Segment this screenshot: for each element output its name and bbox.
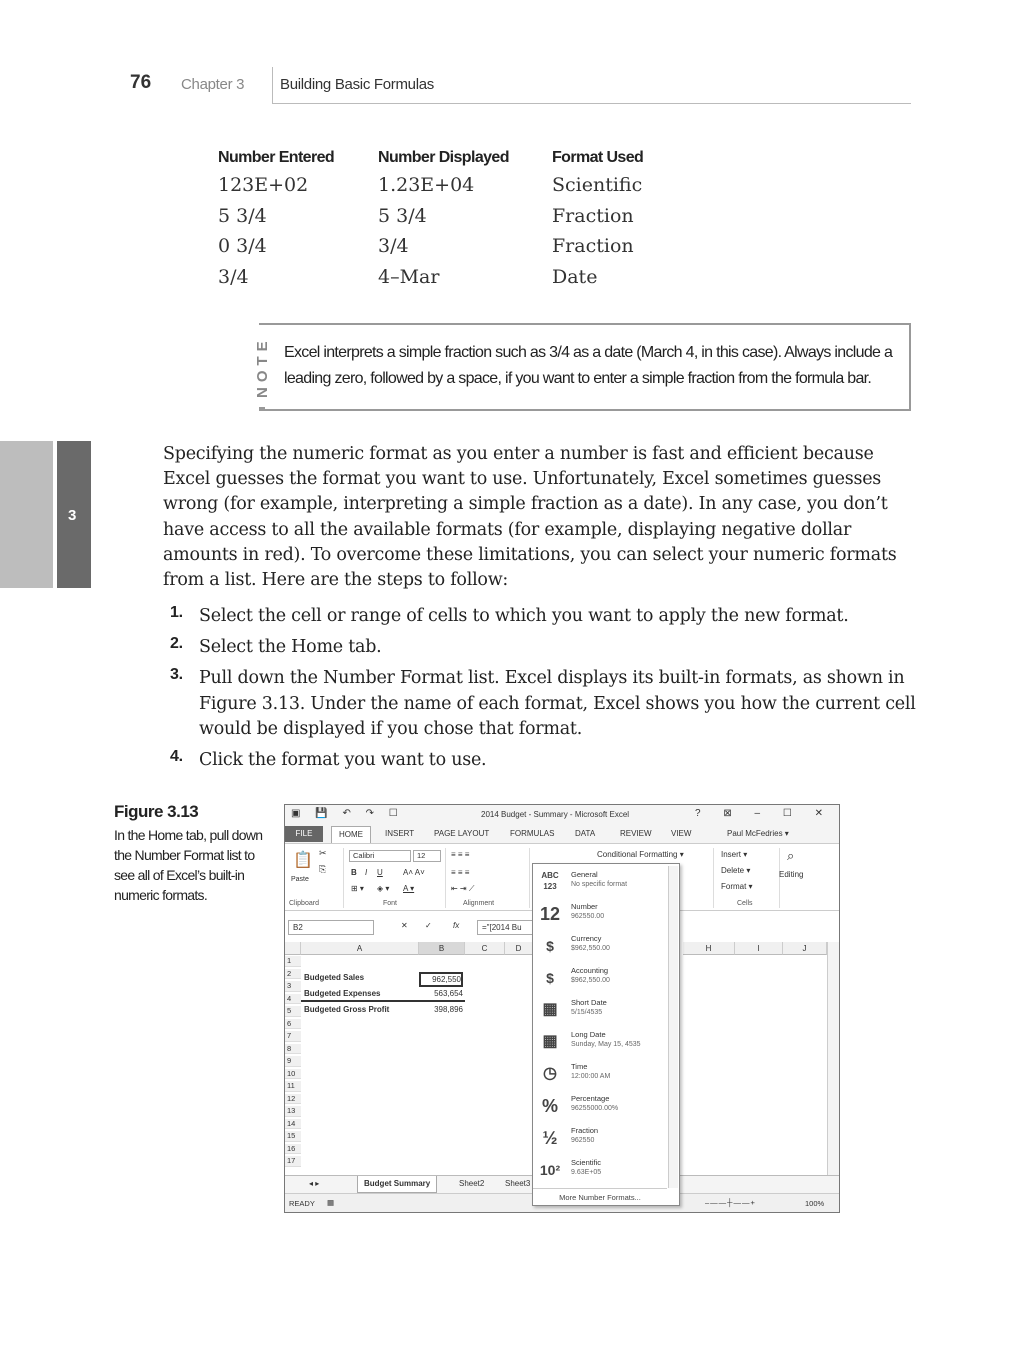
format-cells-button[interactable]: Format ▾ xyxy=(721,882,753,891)
table-header: Format Used xyxy=(552,149,644,166)
tab-view[interactable]: VIEW xyxy=(671,829,692,838)
table-cell: Scientific xyxy=(552,174,643,197)
format-name: Fraction xyxy=(571,1126,599,1135)
row-header[interactable]: 12 xyxy=(285,1094,301,1105)
short-date-format-icon: ▦ xyxy=(542,1001,558,1018)
step-number: 3. xyxy=(170,666,183,684)
format-name: Number xyxy=(571,902,598,911)
borders-icon[interactable]: ⊞ ▾ xyxy=(351,884,364,893)
align-top-icon[interactable]: ≡ ≡ ≡ xyxy=(451,850,470,859)
active-cell[interactable]: 962,550 xyxy=(419,972,463,987)
step-text: Pull down the Number Format list. Excel displays its built-in formats, as shown in Figure 3.13. Under the name of each format, Excel shows you how the current cell would be displayed if you chose that format. xyxy=(199,668,916,739)
tab-formulas[interactable]: FORMULAS xyxy=(510,829,555,838)
number-format-option[interactable] xyxy=(533,994,667,1026)
step-text: Select the cell or range of cells to which you want to apply the new format. xyxy=(199,606,849,626)
paste-icon[interactable]: 📋 xyxy=(293,852,313,869)
scientific-format-icon: 10² xyxy=(539,1162,561,1178)
currency-format-icon: $ xyxy=(546,938,554,954)
name-box-value: B2 xyxy=(293,923,303,932)
format-name: Percentage xyxy=(571,1094,610,1103)
row-header[interactable]: 8 xyxy=(285,1044,301,1055)
group-label-clipboard: Clipboard xyxy=(289,900,319,907)
ribbon-tabs xyxy=(285,825,839,843)
table-cell: 3/4 xyxy=(218,265,249,288)
number-format-option[interactable] xyxy=(533,898,667,930)
zoom-level[interactable]: 100% xyxy=(805,1199,825,1208)
row-header[interactable]: 7 xyxy=(285,1031,301,1042)
cancel-icon[interactable]: ✕ xyxy=(401,921,408,930)
list-item xyxy=(170,635,930,660)
fraction-format-icon: ½ xyxy=(542,1128,558,1148)
zoom-slider[interactable]: –——┼——+ xyxy=(705,1198,756,1207)
row-header[interactable]: 4 xyxy=(285,994,301,1005)
table-header: Number Displayed xyxy=(378,149,509,166)
format-example: Sunday, May 15, 4535 xyxy=(571,1041,641,1048)
number-format-option[interactable] xyxy=(533,1090,667,1122)
paste-label[interactable]: Paste xyxy=(291,876,309,883)
number-format-option[interactable] xyxy=(533,930,667,962)
tab-data[interactable]: DATA xyxy=(575,829,596,838)
header-rule xyxy=(272,103,911,104)
table-row xyxy=(218,262,692,293)
number-format-option[interactable] xyxy=(533,866,667,898)
name-box[interactable] xyxy=(288,920,374,935)
number-format-option[interactable] xyxy=(533,1154,667,1186)
tab-file[interactable]: FILE xyxy=(285,826,323,842)
figure-caption: In the Home tab, pull down the Number Format list to see all of Excel’s built-in numeric formats. xyxy=(114,827,263,903)
cell-label[interactable]: Budgeted Sales xyxy=(304,973,365,982)
window-title: 2014 Budget - Summary - Microsoft Excel xyxy=(481,810,630,819)
conditional-formatting-button[interactable]: Conditional Formatting ▾ xyxy=(597,850,684,859)
format-name: Time xyxy=(571,1062,588,1071)
row-header[interactable]: 9 xyxy=(285,1056,301,1067)
column-header[interactable]: D xyxy=(505,942,533,955)
column-header[interactable]: J xyxy=(783,942,827,955)
number-format-option[interactable] xyxy=(533,1122,667,1154)
font-grow-icon[interactable]: A˄ A˅ xyxy=(403,868,425,877)
row-header[interactable]: 1 xyxy=(285,956,301,967)
long-date-format-icon: ▦ xyxy=(542,1033,558,1050)
list-item xyxy=(170,748,930,773)
binoculars-icon[interactable]: ⌕ xyxy=(787,848,795,863)
group-label-alignment: Alignment xyxy=(463,900,495,907)
vertical-scrollbar[interactable] xyxy=(827,942,839,1175)
note-label: NOTE xyxy=(254,336,271,398)
ribbon-divider xyxy=(445,848,446,908)
font-size-box[interactable]: 12 xyxy=(413,850,441,862)
ribbon-divider xyxy=(343,848,344,908)
number-format-option[interactable] xyxy=(533,1058,667,1090)
format-example: $962,550.00 xyxy=(571,945,610,952)
step-number: 1. xyxy=(170,604,183,621)
step-text: Select the Home tab. xyxy=(199,637,382,658)
delete-cells-button[interactable]: Delete ▾ xyxy=(721,866,751,875)
format-example: No specific format xyxy=(571,881,628,888)
number-format-dropdown xyxy=(532,863,680,1206)
table-cell: 3/4 xyxy=(378,235,409,258)
macro-icon[interactable]: ▦ xyxy=(327,1198,335,1207)
select-all-corner[interactable] xyxy=(285,942,301,955)
align-left-icon[interactable]: ≡ ≡ ≡ xyxy=(451,868,470,877)
total-border xyxy=(301,1000,465,1002)
format-name: Accounting xyxy=(571,966,609,975)
table-cell: Date xyxy=(552,265,598,288)
row-header[interactable]: 14 xyxy=(285,1119,301,1130)
user-account[interactable]: Paul McFedries ▾ xyxy=(727,829,789,838)
number-format-option[interactable] xyxy=(533,1026,667,1058)
row-header[interactable]: 15 xyxy=(285,1131,301,1142)
dropdown-scrollbar[interactable] xyxy=(668,866,678,1188)
column-header[interactable]: C xyxy=(465,942,505,955)
table-cell: 0 3/4 xyxy=(218,235,267,258)
tab-page-layout[interactable]: PAGE LAYOUT xyxy=(434,829,490,838)
underline-icon[interactable]: U xyxy=(377,868,383,877)
note-text: Excel interprets a simple fraction such as 3/4 as a date (March 4, in this case). Always include a leading zero, followed by a space, if you want to enter a simple fraction from the formula bar. xyxy=(284,344,893,387)
insert-cells-button[interactable]: Insert ▾ xyxy=(721,850,748,859)
row-header[interactable]: 16 xyxy=(285,1144,301,1155)
format-name: General xyxy=(571,870,598,879)
copy-icon[interactable]: ⎘ xyxy=(319,864,327,874)
number-format-icon: 12 xyxy=(539,904,561,924)
step-number: 2. xyxy=(170,635,183,653)
format-name: Scientific xyxy=(571,1158,602,1167)
bold-icon[interactable]: B xyxy=(351,868,357,877)
table-header-row xyxy=(218,146,692,170)
steps-list xyxy=(170,604,930,779)
table-header: Number Entered xyxy=(218,149,335,166)
table-cell: 5 3/4 xyxy=(218,204,267,227)
cell-value[interactable]: 398,896 xyxy=(434,1005,463,1014)
table-cell: 4–Mar xyxy=(378,265,440,288)
general-format-icon: ABC 123 xyxy=(541,871,559,891)
row-header[interactable]: 2 xyxy=(285,969,301,980)
sheet-tab-active[interactable]: Budget Summary xyxy=(357,1176,437,1193)
row-header[interactable]: 5 xyxy=(285,1006,301,1017)
format-example: $962,550.00 xyxy=(571,977,610,984)
step-text: Click the format you want to use. xyxy=(199,750,487,771)
chapter-title: Building Basic Formulas xyxy=(280,76,434,93)
chapter-thumb-number: 3 xyxy=(68,507,77,524)
format-table xyxy=(218,146,692,292)
cut-icon[interactable]: ✂ xyxy=(319,848,327,858)
format-example: 962550.00 xyxy=(571,913,605,920)
group-label-cells: Cells xyxy=(737,900,753,907)
format-name: Short Date xyxy=(571,998,607,1007)
tab-home[interactable]: HOME xyxy=(331,826,371,843)
row-header[interactable]: 11 xyxy=(285,1081,301,1092)
more-number-formats-link[interactable]: More Number Formats... xyxy=(533,1188,667,1206)
excel-screenshot xyxy=(284,804,840,1213)
header-divider xyxy=(272,67,273,103)
body-paragraph: Specifying the numeric format as you enter a number is fast and efficient because Excel guesses the format you want to use. Unfortunately, Excel sometimes guesses wrong (for example, interpreting a simple fraction as a date). In any case, you don’t have access to all the available formats (for example, displaying negative dollar amounts in red). To overcome these limitations, you can select your numeric formats from a list. Here are the steps to follow: xyxy=(163,444,897,591)
function-icon[interactable]: fx xyxy=(453,921,460,930)
excel-title-bar xyxy=(285,805,839,825)
percentage-format-icon: % xyxy=(541,1096,558,1116)
ribbon-divider xyxy=(529,848,530,908)
step-number: 4. xyxy=(170,748,183,766)
row-header[interactable]: 3 xyxy=(285,981,301,992)
column-header[interactable]: I xyxy=(735,942,783,955)
list-item xyxy=(170,604,930,629)
row-header[interactable]: 6 xyxy=(285,1019,301,1030)
format-example: 9.63E+05 xyxy=(571,1169,602,1176)
table-row xyxy=(218,201,692,232)
table-cell: Fraction xyxy=(552,235,634,258)
indent-icon[interactable]: ⇤ ⇥ ⟋ xyxy=(451,884,475,893)
font-name-box[interactable]: Calibri xyxy=(349,850,411,862)
tab-insert[interactable]: INSERT xyxy=(385,829,415,838)
quick-access-toolbar[interactable]: ▣ 💾 ↶ ↷ ☐ xyxy=(291,808,404,819)
row-header[interactable]: 17 xyxy=(285,1156,301,1167)
table-row xyxy=(218,231,692,262)
group-label-font: Font xyxy=(383,900,398,907)
row-header[interactable]: 13 xyxy=(285,1106,301,1117)
format-example: 962550 xyxy=(571,1137,595,1144)
table-cell: 5 3/4 xyxy=(378,204,427,227)
format-name: Currency xyxy=(571,934,602,943)
sheet-tab[interactable]: Sheet2 xyxy=(459,1179,485,1188)
figure-title: Figure 3.13 xyxy=(114,802,199,821)
tab-review[interactable]: REVIEW xyxy=(620,829,652,838)
table-cell: 1.23E+04 xyxy=(378,174,475,197)
note-corner xyxy=(259,407,265,409)
list-item xyxy=(170,666,930,742)
accounting-format-icon: $ xyxy=(546,970,554,986)
chapter-thumb-tab xyxy=(0,441,53,588)
sheet-tab[interactable]: Sheet3 xyxy=(505,1179,531,1188)
number-format-option[interactable] xyxy=(533,962,667,994)
format-example: 12:00:00 AM xyxy=(571,1073,611,1080)
table-row xyxy=(218,170,692,201)
chapter-label: Chapter 3 xyxy=(181,76,245,93)
format-example: 5/15/4535 xyxy=(571,1009,603,1016)
format-name: Long Date xyxy=(571,1030,606,1039)
cell-label[interactable]: Budgeted Gross Profit xyxy=(304,1005,390,1014)
editing-button[interactable]: Editing xyxy=(779,870,804,879)
ribbon-divider xyxy=(713,848,714,908)
time-format-icon: ◷ xyxy=(543,1065,557,1082)
italic-icon[interactable]: I xyxy=(365,868,368,877)
column-header[interactable]: H xyxy=(683,942,735,955)
table-cell: 123E+02 xyxy=(218,174,309,197)
page-number: 76 xyxy=(130,72,152,93)
row-header[interactable]: 10 xyxy=(285,1069,301,1080)
font-color-icon[interactable]: A ▾ xyxy=(403,884,415,893)
table-cell: Fraction xyxy=(552,204,634,227)
format-example: 96255000.00% xyxy=(571,1105,619,1112)
cell-value[interactable]: 563,654 xyxy=(434,989,463,998)
status-ready: READY xyxy=(289,1199,315,1208)
sheet-nav-icon[interactable]: ◂ ▸ xyxy=(309,1179,320,1188)
formula-input[interactable]: ="[2014 Bu xyxy=(477,920,535,935)
cell-label[interactable]: Budgeted Expenses xyxy=(304,989,381,998)
column-header[interactable]: A xyxy=(301,942,419,955)
enter-icon[interactable]: ✓ xyxy=(425,921,432,930)
window-controls[interactable]: ? ⊠ – ☐ ✕ xyxy=(695,808,833,819)
column-header[interactable]: B xyxy=(419,942,465,955)
fill-color-icon[interactable]: ◈ ▾ xyxy=(377,884,390,893)
